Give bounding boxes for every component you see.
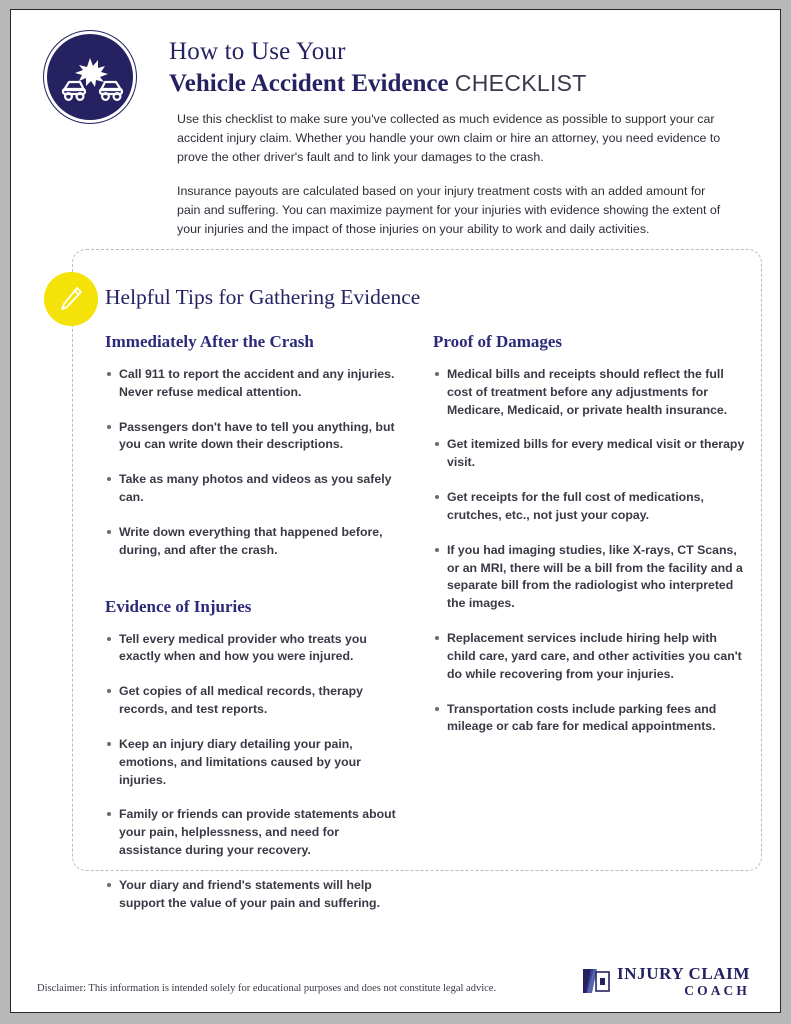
injury-claim-coach-logo	[583, 965, 750, 998]
list-item: Get receipts for the full cost of medications, crutches, etc., not just your copay.	[433, 489, 745, 525]
title-line-2	[169, 67, 749, 101]
logo-text-line-2: COACH	[684, 983, 750, 998]
section-heading-evidence-of-injuries: Evidence of Injuries	[105, 596, 252, 616]
title-light-part: CHECKLIST	[454, 69, 587, 96]
tips-column-left	[105, 332, 405, 930]
list-item: Keep an injury diary detailing your pain, emotions, and limitations caused by your injuries.	[105, 736, 405, 789]
tips-list-immediately-after-the-crash	[105, 366, 405, 560]
list-item: Tell every medical provider who treats you exactly when and how you were injured.	[105, 631, 405, 667]
list-item: Write down everything that happened before, during, and after the crash.	[105, 524, 405, 560]
section-heading-immediately-after-the-crash: Immediately After the Crash	[105, 332, 314, 351]
card-title: Helpful Tips for Gathering Evidence	[105, 285, 421, 309]
list-item: Passengers don't have to tell you anything, but you can write down their descriptions.	[105, 419, 405, 455]
list-item: Get copies of all medical records, therapy records, and test reports.	[105, 683, 405, 719]
document-header	[11, 10, 781, 32]
list-item: Get itemized bills for every medical visit or therapy visit.	[433, 436, 745, 472]
list-item: Medical bills and receipts should reflect the full cost of treatment before any adjustments for Medicare, Medicaid, or private health insurance.	[433, 366, 745, 419]
page-title	[169, 38, 749, 101]
list-item: Your diary and friend's statements will help support the value of your pain and suffering.	[105, 877, 405, 913]
intro-paragraph-2: Insurance payouts are calculated based on your injury treatment costs with an added amount for pain and suffering. You can maximize payment for your injuries with evidence showing the extent of your injuries and the impact of those injuries on your ability to work and daily activities.	[177, 183, 721, 237]
list-item: If you had imaging studies, like X-rays, CT Scans, or an MRI, there will be a bill from the facility and a separate bill from the radiologist who interpreted the images.	[433, 542, 745, 613]
disclaimer-text: Disclaimer: This information is intended solely for educational purposes and does not constitute legal advice.	[37, 983, 497, 994]
intro-paragraph-1: Use this checklist to make sure you've collected as much evidence as possible to support your car accident injury claim. Whether you handle your own claim or hire an attorney, you need evidence to prove the other driver's fault and to link your damages to the crash.	[177, 112, 721, 165]
title-bold-part: Vehicle Accident Evidence	[169, 69, 449, 97]
list-item: Call 911 to report the accident and any injuries. Never refuse medical attention.	[105, 366, 405, 402]
document-page	[10, 9, 781, 1013]
title-line-1: How to Use Your	[169, 38, 346, 65]
section-heading-proof-of-damages: Proof of Damages	[433, 332, 563, 351]
pencil-highlighter-icon	[44, 272, 98, 326]
tips-list-evidence-of-injuries	[105, 631, 405, 913]
tips-column-right	[433, 332, 745, 753]
list-item: Replacement services include hiring help with child care, yard care, and other activities you can't do while recovering from your injuries.	[433, 630, 745, 683]
car-crash-icon	[44, 31, 136, 123]
logo-mark-icon	[583, 966, 610, 996]
list-item: Family or friends can provide statements about your pain, helplessness, and need for assistance during your recovery.	[105, 806, 405, 859]
intro-text	[177, 110, 725, 253]
list-item: Transportation costs include parking fees and mileage or cab fare for medical appointments.	[433, 701, 745, 737]
list-item: Take as many photos and videos as you safely can.	[105, 471, 405, 507]
logo-text-line-1: INJURY CLAIM	[617, 964, 750, 983]
tips-list-proof-of-damages	[433, 366, 745, 736]
